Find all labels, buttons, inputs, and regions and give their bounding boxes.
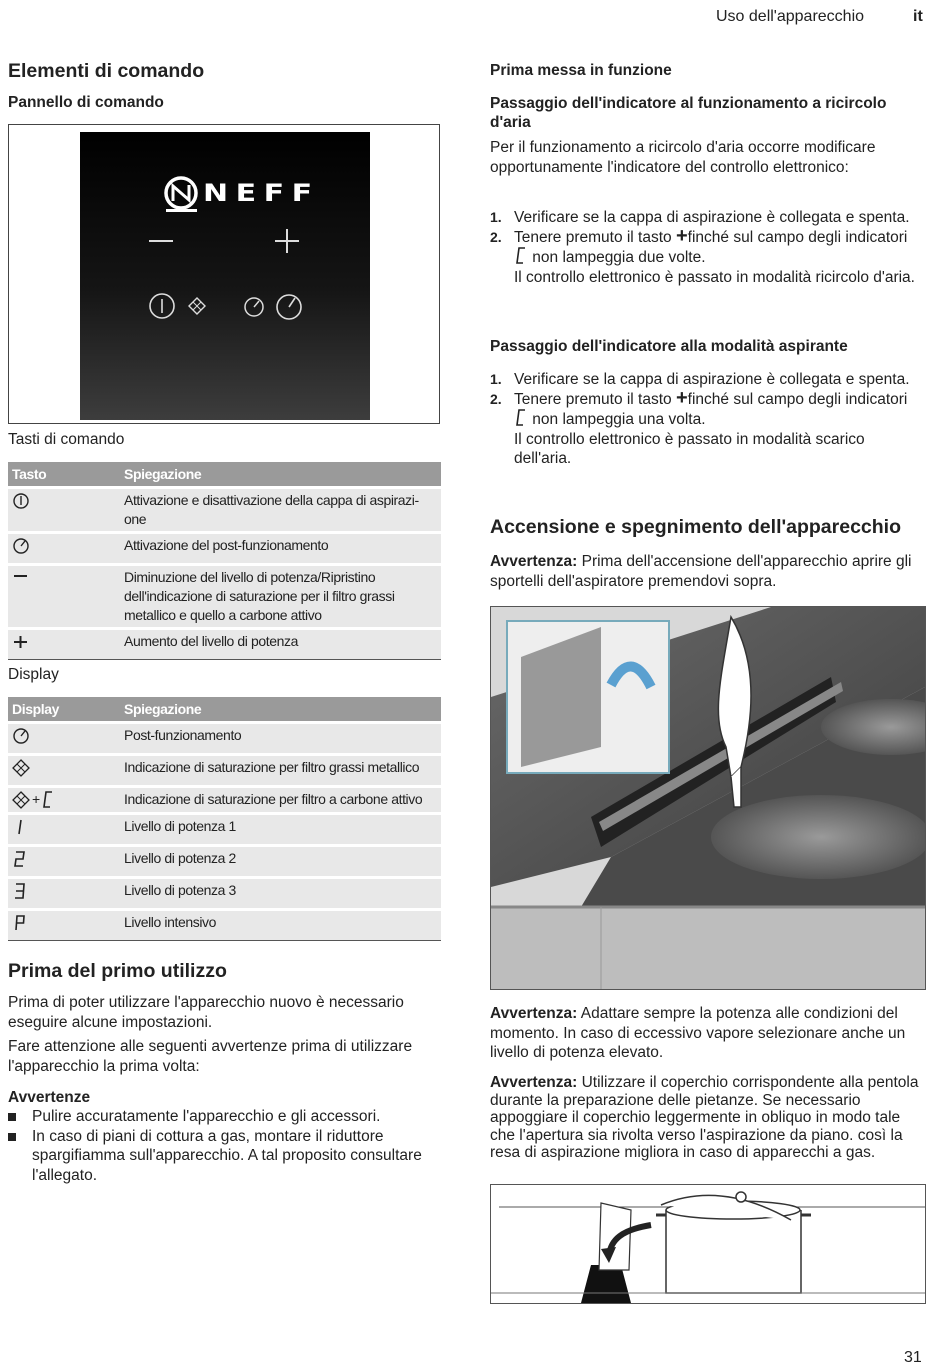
minus-icon bbox=[12, 568, 32, 588]
first-use-p1: Prima di poter utilizzare l'apparecchio nuovo è necessario eseguire alcune impostazioni. bbox=[8, 994, 404, 1031]
page-number: 31 bbox=[904, 1349, 922, 1366]
plus-icon: + bbox=[675, 386, 688, 409]
plus-button[interactable] bbox=[275, 229, 299, 253]
exhaust-title: Passaggio dell'indicatore alla modalità aspirante bbox=[490, 338, 848, 355]
list-item: 2. Tenere premuto il tasto +finché sul campo degli indicatori non lampeggia una volta. Il controllo elettronico è passato in modalità scarico dell'aria. bbox=[490, 386, 908, 467]
list-item: 1. Verificare se la cappa di aspirazione è collegata e spenta. bbox=[490, 371, 910, 388]
recirc-steps bbox=[490, 208, 924, 287]
language-code: it bbox=[913, 8, 923, 25]
list-item: In caso di piani di cottura a gas, montare il riduttore spargifiamma sull'apparecchio. A tal proposito consultare l'allegato. bbox=[32, 1127, 442, 1186]
digit-p-icon bbox=[12, 913, 32, 933]
list-item: 1. Verificare se la cappa di aspirazione è collegata e spenta. bbox=[490, 209, 910, 226]
table-header: Spiegazione bbox=[120, 697, 441, 723]
recirc-title: Passaggio dell'indicatore al funzionamento a ricircolo d'aria bbox=[490, 95, 887, 131]
timer-icon bbox=[12, 726, 32, 746]
table-row: Aumento del livello di potenza bbox=[8, 629, 441, 660]
table-header: Tasto bbox=[8, 462, 120, 488]
table-row: Attivazione e disattivazione della cappa di aspirazi- one bbox=[8, 488, 441, 533]
note-2: Avvertenza: Adattare sempre la potenza alle condizioni del momento. In caso di eccessivo vapore selezionare anche un livello di potenza elevato. bbox=[490, 1005, 906, 1061]
buttons-table bbox=[8, 462, 441, 660]
table-row: Livello di potenza 2 bbox=[8, 846, 441, 878]
panel-title: Pannello di comando bbox=[8, 94, 164, 111]
power-icon[interactable] bbox=[150, 294, 174, 318]
table-header: Display bbox=[8, 697, 120, 723]
carbon-filter-icon bbox=[40, 790, 56, 810]
table-row: Livello di potenza 3 bbox=[8, 878, 441, 910]
table-row: Post-funzionamento bbox=[8, 723, 441, 755]
plus-sign: + bbox=[32, 791, 40, 807]
bullet-icon bbox=[8, 1113, 16, 1121]
display-caption: Display bbox=[8, 666, 59, 683]
grease-filter-icon[interactable] bbox=[189, 298, 205, 314]
table-header: Spiegazione bbox=[120, 462, 441, 488]
list-item: 2. Tenere premuto il tasto +finché sul campo degli indicatori non lampeggia due volte. Il controllo elettronico è passato in modalità ricircolo d'aria. bbox=[490, 224, 915, 286]
control-panel-figure bbox=[8, 124, 440, 424]
power-icon bbox=[12, 491, 32, 511]
first-use-p2: Fare attenzione alle seguenti avvertenze prima di utilizzare l'apparecchio la prima volta: bbox=[8, 1038, 413, 1075]
timer-icon bbox=[12, 536, 32, 556]
exhaust-steps bbox=[490, 370, 924, 469]
plus-icon bbox=[12, 632, 32, 652]
digit-2-icon bbox=[12, 849, 32, 869]
recirc-intro: Per il funzionamento a ricircolo d'aria occorre modificare opportunamente l'indicatore del controllo elettronico: bbox=[490, 139, 876, 176]
table-row: Indicazione di saturazione per filtro grassi metallico bbox=[8, 755, 441, 787]
note-1: Avvertenza: Prima dell'accensione dell'apparecchio aprire gli sportelli dell'aspiratore premendovi sopra. bbox=[490, 553, 912, 590]
running-header: Uso dell'apparecchio bbox=[716, 8, 865, 25]
plus-icon: + bbox=[675, 224, 688, 247]
table-row: + Indicazione di saturazione per filtro a carbone attivo bbox=[8, 787, 441, 814]
hob-illustration bbox=[490, 606, 926, 990]
buttons-caption: Tasti di comando bbox=[8, 431, 125, 448]
first-use-title: Prima del primo utilizzo bbox=[8, 960, 227, 982]
notes-list bbox=[32, 1107, 442, 1185]
first-start-title: Prima messa in funzione bbox=[490, 62, 672, 79]
table-row: Diminuzione del livello di potenza/Ripristino dell'indicazione di saturazione per il filtro grassi metallico e quello a carbone attivo bbox=[8, 565, 441, 629]
pot-illustration bbox=[490, 1184, 926, 1304]
timer-large-icon[interactable] bbox=[277, 295, 301, 319]
display-table bbox=[8, 697, 441, 941]
table-row: Livello di potenza 1 bbox=[8, 814, 441, 846]
table-row: Livello intensivo bbox=[8, 910, 441, 941]
timer-icon[interactable] bbox=[245, 298, 263, 316]
grease-filter-icon bbox=[12, 790, 32, 810]
bullet-icon bbox=[8, 1133, 16, 1141]
neff-logo-text: NEFF bbox=[203, 179, 320, 207]
grease-filter-icon bbox=[12, 758, 32, 778]
minus-button[interactable] bbox=[149, 240, 173, 242]
table-row: Attivazione del post-funzionamento bbox=[8, 533, 441, 565]
carbon-filter-icon bbox=[514, 409, 528, 427]
digit-1-icon bbox=[12, 817, 32, 837]
list-item: Pulire accuratamente l'apparecchio e gli accessori. bbox=[32, 1107, 442, 1127]
section-title: Elementi di comando bbox=[8, 60, 205, 82]
carbon-filter-icon bbox=[514, 247, 528, 265]
notes-title: Avvertenze bbox=[8, 1089, 91, 1106]
digit-3-icon bbox=[12, 881, 32, 901]
note-3: Avvertenza: Utilizzare il coperchio corrispondente alla pentola durante la preparazione delle pietanze. Se necessario appoggiare il coperchio leggermente in obliquo in modo tale che l'apertura sia rivolta verso l'aspirazione da piano. così la resa di aspirazione migliora in caso di apparecchi a gas. bbox=[490, 1074, 919, 1161]
onoff-title: Accensione e spegnimento dell'apparecchio bbox=[490, 516, 902, 538]
